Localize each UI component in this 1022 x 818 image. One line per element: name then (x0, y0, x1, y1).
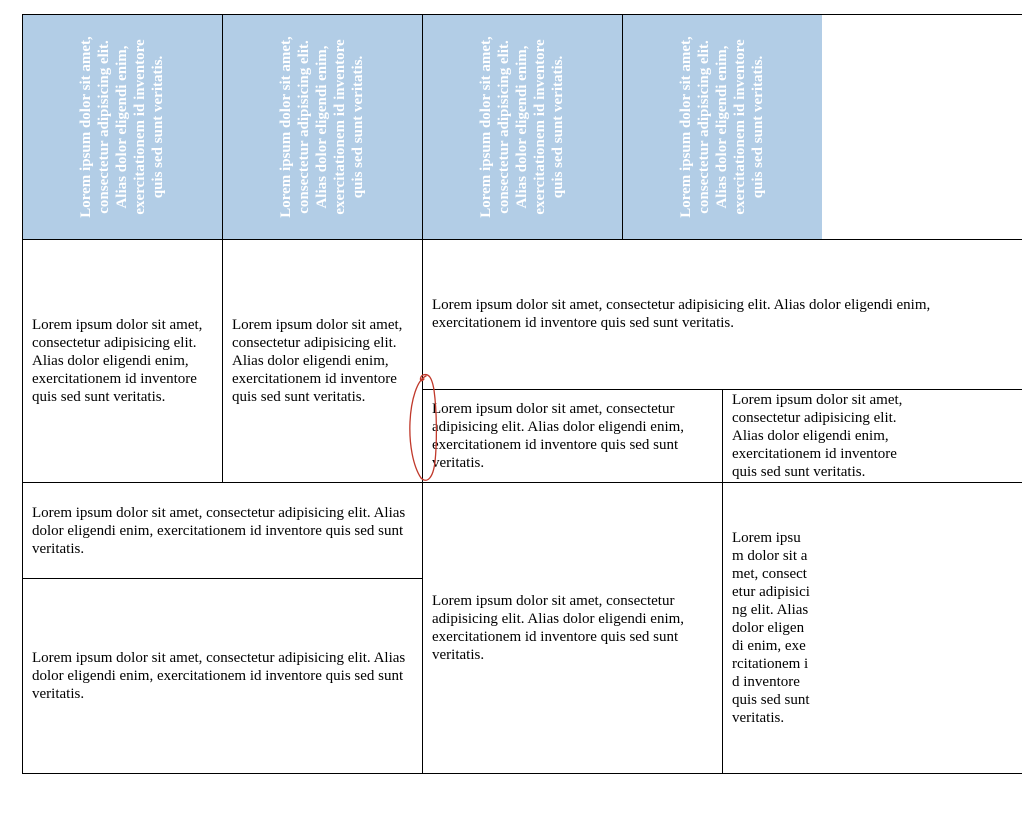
body-text-r3c4: Lorem ipsum dolor sit amet, consectetur adipisicing elit. Alias dolor eligendi enim, exercitationem id inventore quis sed sunt veritatis. (732, 530, 810, 726)
header-text-3: Lorem ipsum dolor sit amet, consectetur adipisicing elit. Alias dolor eligendi enim, exercitationem id inventore quis sed sunt veritatis. (478, 35, 566, 218)
border-col-1 (222, 14, 223, 483)
body-text-r1c2: Lorem ipsum dolor sit amet, consectetur adipisicing elit. Alias dolor eligendi enim, exercitationem id inventore quis sed sunt veritatis. (232, 317, 403, 405)
body-text-r3c3: Lorem ipsum dolor sit amet, consectetur adipisicing elit. Alias dolor eligendi enim, exercitationem id inventore quis sed sunt veritatis. (432, 593, 685, 663)
border-bottom (22, 773, 1022, 774)
header-cell-2 (222, 14, 422, 239)
body-text-r3c1-span: Lorem ipsum dolor sit amet, consectetur adipisicing elit. Alias dolor eligendi enim, exercitationem id inventore quis sed sunt veritatis. (32, 504, 406, 557)
header-text-1: Lorem ipsum dolor sit amet, consectetur adipisicing elit. Alias dolor eligendi enim, exercitationem id inventore quis sed sunt veritatis. (78, 35, 166, 218)
border-top (22, 14, 1022, 15)
body-text-r4c1-span: Lorem ipsum dolor sit amet, consectetur adipisicing elit. Alias dolor eligendi enim, exercitationem id inventore quis sed sunt veritatis. (32, 649, 406, 702)
border-col-3-body (722, 389, 723, 774)
border-left-split (22, 578, 422, 579)
body-cell-r1c1 (22, 239, 222, 483)
body-cell-r4c1-span (22, 578, 422, 773)
body-cell-r3c1-span (22, 483, 422, 578)
header-text-2: Lorem ipsum dolor sit amet, consectetur adipisicing elit. Alias dolor eligendi enim, exercitationem id inventore quis sed sunt veritatis. (278, 35, 366, 218)
body-cell-r1c3-span (422, 239, 1022, 389)
header-text-4: Lorem ipsum dolor sit amet, consectetur adipisicing elit. Alias dolor eligendi enim, exercitationem id inventore quis sed sunt veritatis. (678, 35, 766, 218)
border-col-2 (422, 14, 423, 774)
table-viewport (22, 14, 931, 774)
body-text-r2c4: Lorem ipsum dolor sit amet, consectetur adipisicing elit. Alias dolor eligendi enim, exercitationem id inventore quis sed sunt veritatis. (732, 392, 903, 480)
border-header-bottom (22, 239, 1022, 240)
body-cell-r3c3 (422, 483, 722, 773)
header-cell-3 (422, 14, 622, 239)
header-cell-4 (622, 14, 822, 239)
body-text-r1c1: Lorem ipsum dolor sit amet, consectetur adipisicing elit. Alias dolor eligendi enim, exercitationem id inventore quis sed sunt veritatis. (32, 317, 203, 405)
body-cell-r1c2 (222, 239, 422, 483)
body-cell-r2c4 (722, 389, 922, 483)
border-group-1-bottom (22, 482, 1022, 483)
border-left (22, 14, 23, 774)
header-cell-1 (22, 14, 222, 239)
border-col-3-header (622, 14, 623, 239)
body-text-r2c3: Lorem ipsum dolor sit amet, consectetur adipisicing elit. Alias dolor eligendi enim, exercitationem id inventore quis sed sunt veritatis. (432, 401, 685, 471)
body-text-r1c3-span: Lorem ipsum dolor sit amet, consectetur adipisicing elit. Alias dolor eligendi enim, exercitationem id inventore quis sed sunt veritatis. (432, 297, 931, 331)
body-cell-r3c4 (722, 483, 820, 773)
body-cell-r2c3 (422, 389, 722, 483)
lorem-table (22, 14, 1022, 774)
